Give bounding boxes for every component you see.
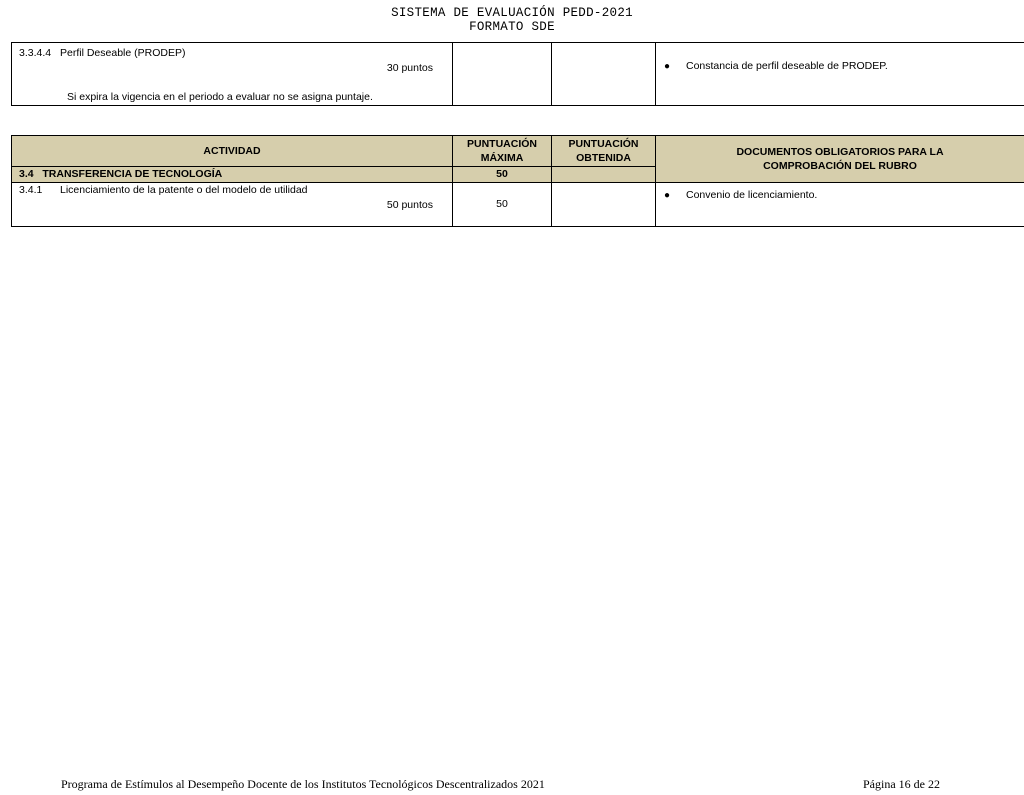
- section-title: TRANSFERENCIA DE TECNOLOGÍA: [42, 168, 223, 180]
- document-item: Convenio de licenciamiento.: [686, 189, 818, 201]
- item-title: Licenciamiento de la patente o del modelo de utilidad: [60, 184, 308, 196]
- item-points: 30 puntos: [386, 62, 433, 74]
- section-title-cell: [12, 167, 453, 183]
- continuation-table: [11, 42, 1024, 106]
- evaluation-table: [11, 135, 1024, 227]
- header-obtained-score: PUNTUACIÓN OBTENIDA: [552, 136, 656, 167]
- section-code: 3.4: [19, 168, 34, 180]
- bullet-icon: ●: [664, 190, 671, 201]
- document-item: Constancia de perfil deseable de PRODEP.: [686, 60, 888, 72]
- header-max-score: PUNTUACIÓN MÁXIMA: [453, 136, 552, 167]
- footer-program: Programa de Estímulos al Desempeño Docente de los Institutos Tecnológicos Descentralizados 2021: [61, 777, 545, 791]
- section-obtained-score: [552, 167, 656, 183]
- table-row: [12, 183, 1024, 227]
- header-subtitle: FORMATO SDE: [469, 20, 555, 34]
- bullet-icon: ●: [664, 61, 671, 72]
- table-row: [12, 43, 1024, 106]
- header-documents: DOCUMENTOS OBLIGATORIOS PARA LA COMPROBACIÓN DEL RUBRO: [656, 136, 1024, 183]
- page-header: [0, 6, 1024, 34]
- item-points: 50 puntos: [386, 199, 433, 211]
- documents-cell: [656, 43, 1024, 106]
- item-title: Perfil Deseable (PRODEP): [60, 47, 186, 59]
- max-score-cell: [453, 43, 552, 106]
- max-score-cell: 50: [453, 183, 552, 227]
- header-title: SISTEMA DE EVALUACIÓN PEDD-2021: [391, 6, 633, 20]
- obtained-score-cell: [552, 183, 656, 227]
- item-code: 3.4.1: [19, 184, 43, 196]
- table-header-row: [12, 136, 1024, 167]
- activity-cell: [12, 43, 453, 106]
- obtained-score-cell: [552, 43, 656, 106]
- header-activity: ACTIVIDAD: [12, 136, 453, 167]
- documents-cell: [656, 183, 1024, 227]
- section-max-score: 50: [453, 167, 552, 183]
- item-note: Si expira la vigencia en el periodo a evaluar no se asigna puntaje.: [67, 91, 373, 103]
- activity-cell: [12, 183, 453, 227]
- item-code: 3.3.4.4: [19, 47, 52, 59]
- footer-page-number: Página 16 de 22: [863, 777, 940, 791]
